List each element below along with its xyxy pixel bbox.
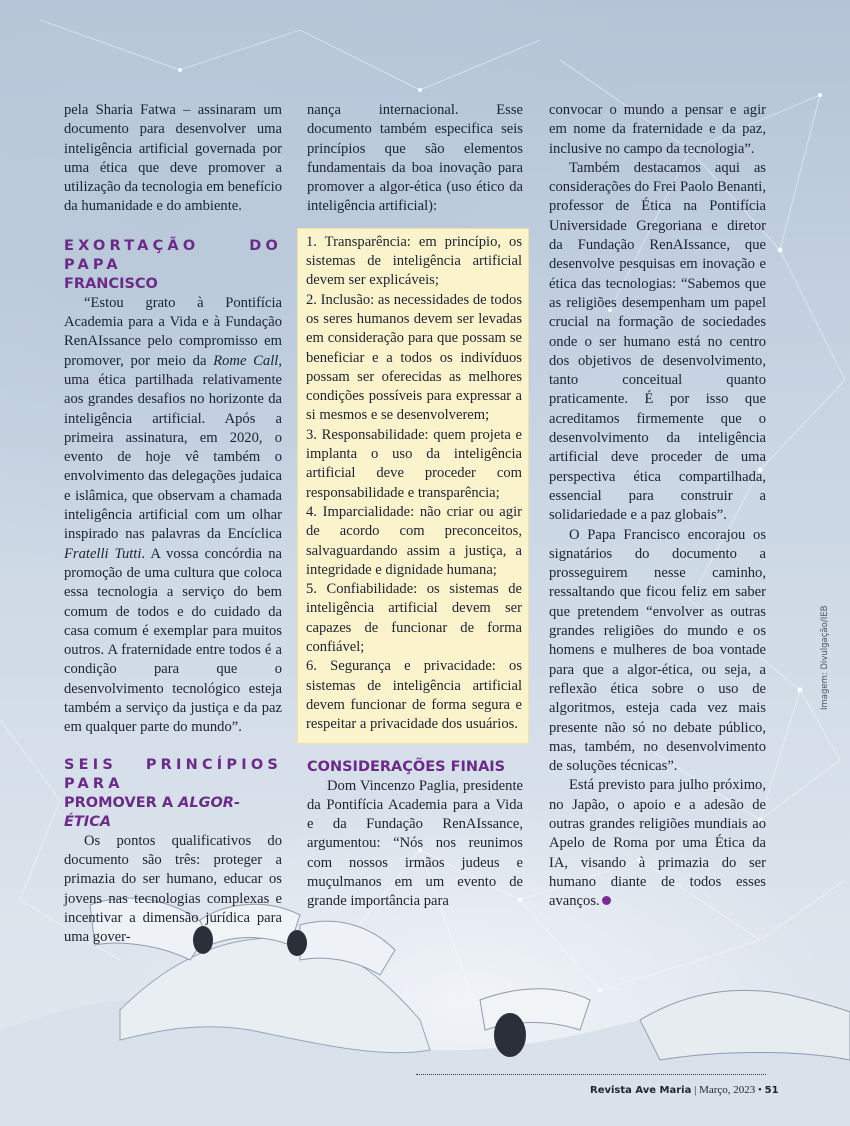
end-mark-icon (602, 896, 611, 905)
col1-paragraph-1: “Estou grato à Pontifícia Academia para a Vida e à Fundação RenAIssance pelo compromisso em promover, por meio da Rome Call, uma ética partilhada relativamente aos grandes desafios no horizonte da inteligência artificial. Após a primeira assinatura, em 2020, o evento de hoje vê também o envolvimento das delegações judaica e islâmica, que observam a chamada inteligência artificial com um olhar inspirado nas palavras da Encíclica Fratelli Tutti. A vossa concórdia na promoção de uma cultura que coloca essa tecnologia a serviço do bem comum de todos e do cuidado da casa comum é exemplar para muitos outros. A fraternidade entre todos é a condição para que o desenvolvimento tecnológico esteja também a serviço da justiça e da paz em qualquer parte do mundo”. (64, 294, 282, 736)
principle-item: 3. Responsabilidade: quem projeta e implanta o uso da inteligência artificial deve proceder com responsabilidade e transparência; (306, 426, 522, 501)
col3-intro: convocar o mundo a pensar e agir em nome da fraternidade e da paz, inclusive no campo da tecnologia”. (549, 102, 766, 157)
principle-item: 2. Inclusão: as necessidades de todos os seres humanos devem ser levadas em consideração para que possam se beneficiar e a todos os indivíduos possam ser oferecidas as melhores condições possíveis para expressar a si mesmos e se desenvolverem; (306, 291, 522, 424)
principle-item: 6. Segurança e privacidade: os sistemas de inteligência artificial devem funcionar de forma segura e respeitar a privacidade dos usuários. (306, 658, 522, 733)
principle-item: 4. Imparcialidade: não criar ou agir de acordo com preconceitos, salvaguardando assim a justiça, a integridade e dignidade humana; (306, 503, 522, 578)
page-footer (590, 1084, 779, 1096)
principle-item: 5. Confiabilidade: os sistemas de inteligência artificial devem ser capazes de funcionar de forma confiável; (306, 581, 522, 656)
col1-intro: pela Sharia Fatwa – assinaram um documento para desenvolver uma inteligência artificial governada por uma ética que deve promover a utilização da tecnologia em benefício da humanidade e do ambiente. (64, 102, 282, 215)
image-credit: Imagem: Divulgação/IEB (820, 605, 830, 710)
heading-seis-line1: SEIS PRINCÍPIOS PARA (64, 756, 282, 792)
heading-seis-principios (64, 756, 282, 832)
column-2 (307, 101, 523, 912)
heading-consideracoes: CONSIDERAÇÕES FINAIS (307, 758, 506, 775)
page-number: 51 (764, 1085, 779, 1096)
column-3 (549, 101, 766, 911)
footer-separator: | (694, 1084, 697, 1096)
col2-intro: nança internacional. Esse documento também especifica seis princípios que são elementos fundamentais da boa inovação para promover a algor-ética (uso ético da inteligência artificial): (307, 102, 523, 215)
col3-paragraph-4: Também destacamos aqui as considerações do Frei Paolo Benanti, professor de Ética na Pontifícia Universidade Gregoriana e diretor da Fundação RenAIssance, que desenvolve pesquisas em inovação e ética das tecnologias: “Sabemos que as religiões desempenham um papel crucial na formação de sociedades onde o ser humano está no centro dos objetivos de desenvolvimento, tanto conceitual quanto praticamente. É por isso que acreditamos firmemente que o desenvolvimento da inteligência artificial deve proceder de uma perspectiva ética compartilhada, essencial para construir a solidariedade e a paz globais”. (549, 159, 766, 524)
col2-paragraph-3: Dom Vincenzo Paglia, presidente da Pontifícia Academia para a Vida e da Fundação RenAIssance, argumentou: “Nós nos reunimos com nossos irmãos judeus e muçulmanos em um evento de grande importância para (307, 777, 523, 910)
col3-paragraph-6: Está previsto para julho próximo, no Japão, o apoio e a adesão de outras grandes religiões mundiais ao Apelo de Roma por uma Ética da IA, visando à primazia do ser humano diante de todos esses avanços. (549, 777, 766, 910)
col1-paragraph-2: Os pontos qualificativos do documento são três: proteger a primazia do ser humano, educar os jovens nas tecnologias complexas e incentivar a dimensão jurídica para uma gover- (64, 832, 282, 946)
heading-exortacao-line1: EXORTAÇÃO DO PAPA (64, 237, 282, 273)
principles-box (297, 228, 529, 744)
heading-exortacao (64, 237, 282, 294)
heading-exortacao-line2: FRANCISCO (64, 275, 158, 292)
magazine-name: Revista Ave Maria (590, 1085, 692, 1096)
heading-seis-line2: PROMOVER A ALGOR-ÉTICA (64, 794, 240, 830)
col3-paragraph-5: O Papa Francisco encorajou os signatários do documento a prosseguirem nesse caminho, ressaltando que ficou feliz em saber que pretendem “envolver as outras grandes religiões do mundo e os homens e mulheres de boa vontade para que a algor-ética, ou seja, a reflexão ética sobre o uso de algoritmos, esteja cada vez mais presente não só no debate público, mas, também, no desenvolvimento de soluções técnicas”. (549, 526, 766, 775)
footer-bullet: • (758, 1084, 762, 1096)
column-1 (64, 101, 282, 947)
principle-item: 1. Transparência: em princípio, os sistemas de inteligência artificial devem ser explicáveis; (306, 233, 522, 289)
footer-divider (416, 1074, 766, 1075)
issue-date: Março, 2023 (699, 1084, 756, 1096)
